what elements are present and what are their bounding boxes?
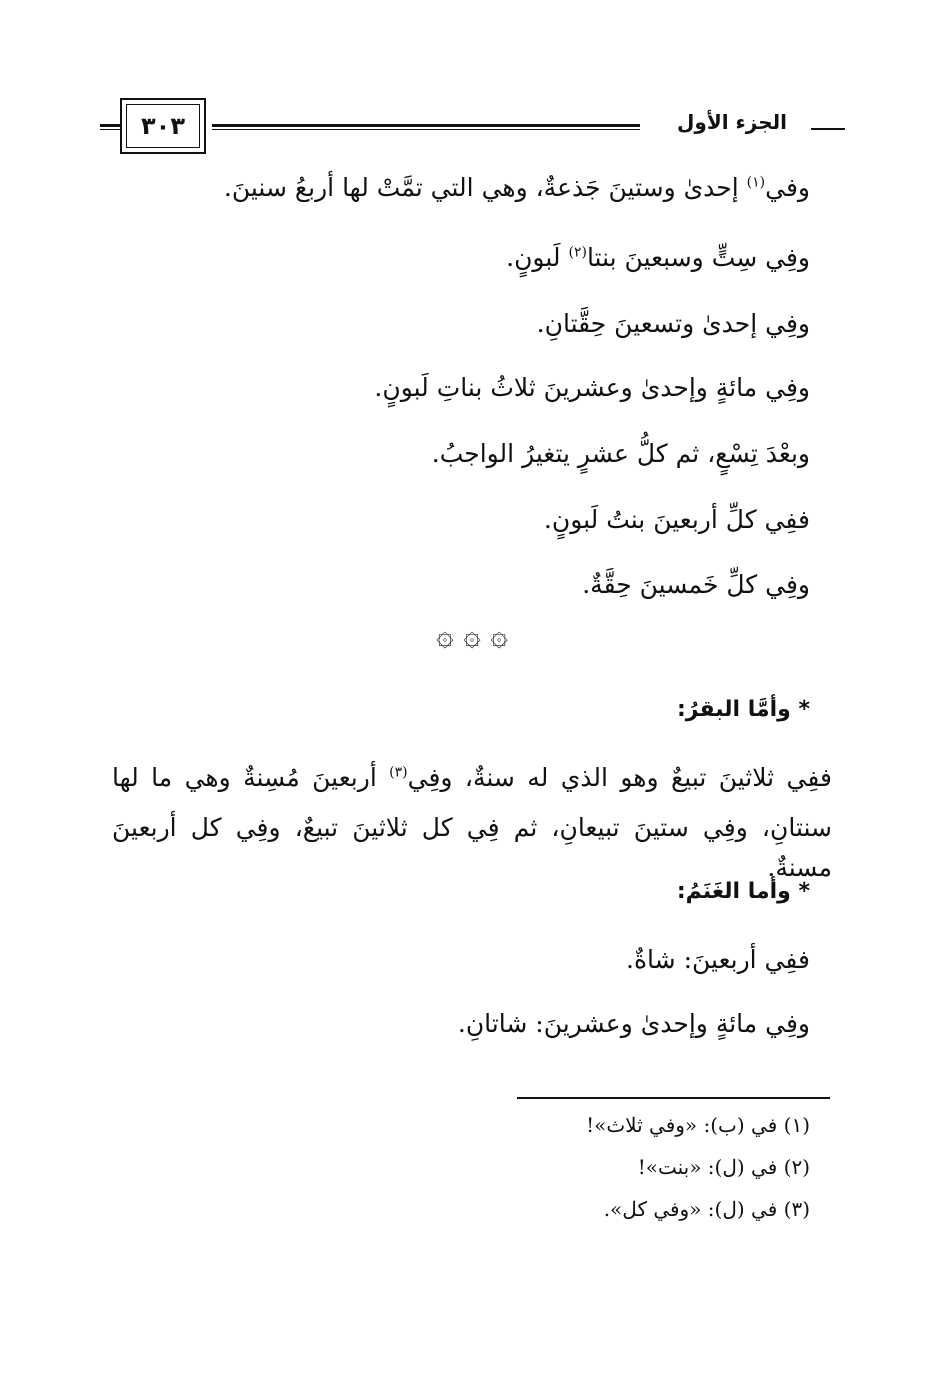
text-line xyxy=(224,168,810,208)
cattle-paragraph-line2: سنتانِ، وفِي ستينَ تبيعانِ، ثم فِي كل ثلاثينَ تبيعٌ، وفِي كل أربعينَ مسنةٌ. xyxy=(112,813,832,882)
sheep-heading: * وأما الغَنَمُ: xyxy=(676,879,810,904)
footnote: (٢) في (ل): «بنت»! xyxy=(637,1155,810,1179)
page-header xyxy=(100,96,845,156)
line-text: أربعينَ مُسِنةٌ وهي ما لها xyxy=(112,763,390,792)
footnote-marker: (١) xyxy=(746,174,766,191)
header-rule-left-bottom xyxy=(100,129,120,130)
cattle-heading: * وأمَّا البقرُ: xyxy=(676,697,810,722)
page-number-frame xyxy=(120,98,206,154)
text-line xyxy=(582,565,810,605)
line-text: وفِي كلِّ خَمسينَ حِقَّةٌ. xyxy=(582,570,810,599)
text-line xyxy=(537,304,810,344)
header-rule-top xyxy=(212,124,640,127)
section-separator-stars: ۞ ۞ ۞ xyxy=(436,618,508,653)
line-text: وفي xyxy=(765,173,810,202)
line-text: ففِي كلِّ أربعينَ بنتُ لَبونٍ. xyxy=(543,505,810,534)
line-text: إحدىٰ وستينَ جَذعةٌ، وهي التي تمَّتْ لها أربعُ سنينَ. xyxy=(223,173,747,202)
line-text: لَبونٍ. xyxy=(506,243,569,272)
cattle-paragraph-line1 xyxy=(112,758,832,798)
line-text: ففِي أربعينَ: شاةٌ. xyxy=(626,945,810,974)
footnote: (١) في (ب): «وفي ثلاث»! xyxy=(586,1113,810,1137)
page-number: ٣٠٣ xyxy=(126,104,200,148)
running-title: الجزء الأول xyxy=(677,110,787,134)
line-text: وفِي إحدىٰ وتسعينَ حِقَّتانِ. xyxy=(536,309,810,338)
text-line xyxy=(432,434,810,474)
line-text: وفِي مائةٍ وإحدىٰ وعشرينَ ثلاثُ بناتِ لَبونٍ. xyxy=(374,373,810,402)
line-text: وفِي سِتٍّ وسبعينَ بنتا xyxy=(586,243,810,272)
header-rule-left-top xyxy=(100,124,120,127)
line-text: ففِي ثلاثينَ تبيعٌ وهو الذي له سنةٌ، وفِي xyxy=(407,763,832,792)
footnote-marker: (٣) xyxy=(389,764,408,781)
text-line xyxy=(458,1004,810,1044)
footnote: (٣) في (ل): «وفي كل». xyxy=(603,1197,810,1221)
header-rule-right xyxy=(811,128,845,130)
footnote-marker: (٢) xyxy=(568,244,587,261)
text-line xyxy=(374,368,810,408)
text-line xyxy=(506,238,810,278)
line-text: وفِي مائةٍ وإحدىٰ وعشرينَ: شاتانِ. xyxy=(457,1009,810,1038)
text-line xyxy=(626,940,810,980)
footnote-rule xyxy=(517,1097,830,1099)
header-rule-bottom xyxy=(212,129,640,130)
text-line xyxy=(544,500,810,540)
line-text: وبعْدَ تِسْعٍ، ثم كلُّ عشرٍ يتغيرُ الواجبُ. xyxy=(431,439,810,468)
